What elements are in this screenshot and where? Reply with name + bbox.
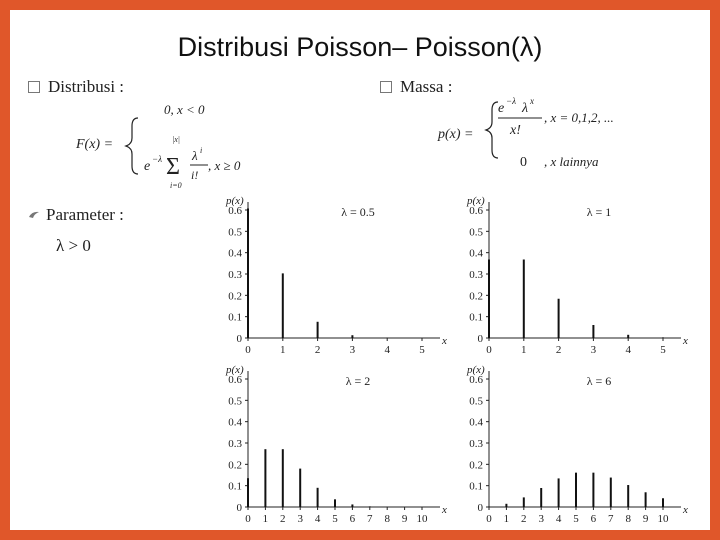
cdf-frac-num-sup: i <box>200 146 203 155</box>
y-tick-label: 0.2 <box>228 459 242 472</box>
chart-svg <box>206 357 451 525</box>
x-tick-label: 9 <box>642 513 649 525</box>
pmf-den: x! <box>510 123 521 138</box>
slide <box>10 10 710 530</box>
pmf-case-2-val: 0 <box>520 155 527 170</box>
y-tick-label: 0 <box>236 333 242 345</box>
checkbox-bullet-icon <box>28 81 40 93</box>
x-tick-label: 10 <box>416 513 428 525</box>
cdf-formula <box>72 96 272 192</box>
chart-lambda-2 <box>206 357 451 525</box>
x-tick-label: 7 <box>367 513 373 525</box>
y-tick-label: 0.5 <box>228 395 242 408</box>
y-tick-label: 0 <box>236 502 242 514</box>
cdf-brace-icon <box>126 118 138 174</box>
x-tick-label: 1 <box>503 513 510 525</box>
cdf-sum-upper: |x| <box>172 135 180 144</box>
y-tick-label: 0.1 <box>469 480 483 493</box>
wing-bullet-icon <box>28 210 38 220</box>
x-tick-label: 3 <box>297 513 303 525</box>
cdf-case-2-cond: , x ≥ 0 <box>208 158 241 173</box>
y-tick-label: 0.3 <box>228 438 242 450</box>
pmf-num: e <box>498 101 505 116</box>
cdf-sum-lower: i=0 <box>170 181 182 190</box>
pmf-case-1-cond: , x = 0,1,2, ... <box>544 110 614 125</box>
y-axis-label: p(x) <box>467 195 485 207</box>
x-tick-label: 9 <box>401 513 408 525</box>
chart-title: λ = 6 <box>586 374 612 388</box>
chart-lambda-1 <box>447 188 692 356</box>
x-tick-label: 6 <box>349 513 356 525</box>
x-tick-label: 8 <box>625 513 631 525</box>
y-tick-label: 0.2 <box>228 290 242 303</box>
x-tick-label: 0 <box>486 344 492 356</box>
checkbox-bullet-icon <box>380 81 392 93</box>
massa-label: Massa : <box>400 77 453 96</box>
y-tick-label: 0.4 <box>469 416 483 429</box>
x-tick-label: 5 <box>419 344 425 356</box>
x-tick-label: 6 <box>590 513 597 525</box>
cdf-exp: e <box>144 159 151 174</box>
pmf-lhs: p(x) = <box>438 127 474 142</box>
x-tick-label: 1 <box>262 513 269 525</box>
slide-title: Distribusi Poisson– Poisson(λ) <box>177 32 543 62</box>
distribusi-bullet <box>28 77 124 97</box>
chart-title: λ = 1 <box>586 205 612 219</box>
y-tick-label: 0.3 <box>469 269 483 281</box>
x-tick-label: 5 <box>660 344 666 356</box>
x-tick-label: 2 <box>521 513 527 525</box>
x-tick-label: 1 <box>280 344 286 356</box>
y-tick-label: 0.2 <box>469 459 483 472</box>
x-tick-label: 2 <box>555 344 562 356</box>
x-tick-label: 10 <box>657 513 669 525</box>
pmf-case-2-cond: , x lainnya <box>544 154 599 169</box>
y-tick-label: 0.6 <box>228 374 242 386</box>
y-axis-label: p(x) <box>226 195 244 207</box>
pmf-num-lambda-sup: x <box>530 96 534 106</box>
x-axis-label: x <box>683 504 688 516</box>
x-axis-label: x <box>442 335 447 347</box>
x-tick-label: 0 <box>486 513 492 525</box>
y-tick-label: 0 <box>477 333 483 345</box>
cdf-lhs: F(x) = <box>76 137 114 152</box>
x-tick-label: 4 <box>555 513 562 525</box>
x-tick-label: 8 <box>384 513 390 525</box>
x-tick-label: 3 <box>538 513 544 525</box>
cdf-exp-sup: −λ <box>152 154 162 164</box>
x-axis-label: x <box>683 335 688 347</box>
distribusi-label: Distribusi : <box>48 77 125 96</box>
parameter-label: Parameter : <box>46 205 124 224</box>
chart-svg <box>447 357 692 525</box>
x-tick-label: 4 <box>384 344 390 356</box>
x-tick-label: 3 <box>590 344 597 356</box>
y-tick-label: 0.6 <box>469 374 483 386</box>
y-tick-label: 0.6 <box>469 205 483 217</box>
chart-svg <box>206 188 451 356</box>
y-tick-label: 0.4 <box>469 247 483 260</box>
y-tick-label: 0.2 <box>469 290 483 303</box>
parameter-bullet <box>28 205 124 225</box>
cdf-frac-num: λ <box>192 148 198 163</box>
chart-title: λ = 2 <box>345 374 371 388</box>
x-tick-label: 2 <box>314 344 321 356</box>
x-tick-label: 3 <box>349 344 356 356</box>
y-tick-label: 0.5 <box>469 395 483 408</box>
chart-lambda-6 <box>447 357 692 525</box>
chart-title: λ = 0.5 <box>341 205 375 219</box>
x-tick-label: 0 <box>245 344 251 356</box>
x-tick-label: 0 <box>245 513 251 525</box>
cdf-case-1: 0, x < 0 <box>164 102 205 117</box>
y-tick-label: 0.1 <box>228 311 242 324</box>
y-tick-label: 0.5 <box>228 226 242 239</box>
y-tick-label: 0.1 <box>469 311 483 324</box>
pmf-formula <box>434 94 634 174</box>
x-tick-label: 7 <box>608 513 614 525</box>
y-tick-label: 0.3 <box>469 438 483 450</box>
y-axis-label: p(x) <box>467 364 485 376</box>
x-tick-label: 1 <box>521 344 527 356</box>
y-tick-label: 0.4 <box>228 416 242 429</box>
y-tick-label: 0.6 <box>228 205 242 217</box>
y-tick-label: 0.1 <box>228 480 242 493</box>
x-tick-label: 2 <box>280 513 286 525</box>
sum-sigma-icon: Σ <box>166 154 180 180</box>
x-tick-label: 4 <box>625 344 631 356</box>
y-axis-label: p(x) <box>226 364 244 376</box>
y-tick-label: 0.5 <box>469 226 483 239</box>
x-tick-label: 5 <box>332 513 338 525</box>
pmf-num-lambda: λ <box>522 101 529 116</box>
parameter-value: λ > 0 <box>56 236 91 255</box>
pmf-brace-icon <box>486 102 498 158</box>
pmf-num-sup: −λ <box>506 96 516 106</box>
chart-svg <box>447 188 692 356</box>
y-tick-label: 0.3 <box>228 269 242 281</box>
y-tick-label: 0 <box>477 502 483 514</box>
y-tick-label: 0.4 <box>228 247 242 260</box>
x-axis-label: x <box>442 504 447 516</box>
chart-lambda-0-5 <box>206 188 451 356</box>
x-tick-label: 5 <box>573 513 579 525</box>
cdf-frac-den: i! <box>191 168 199 182</box>
x-tick-label: 4 <box>314 513 321 525</box>
